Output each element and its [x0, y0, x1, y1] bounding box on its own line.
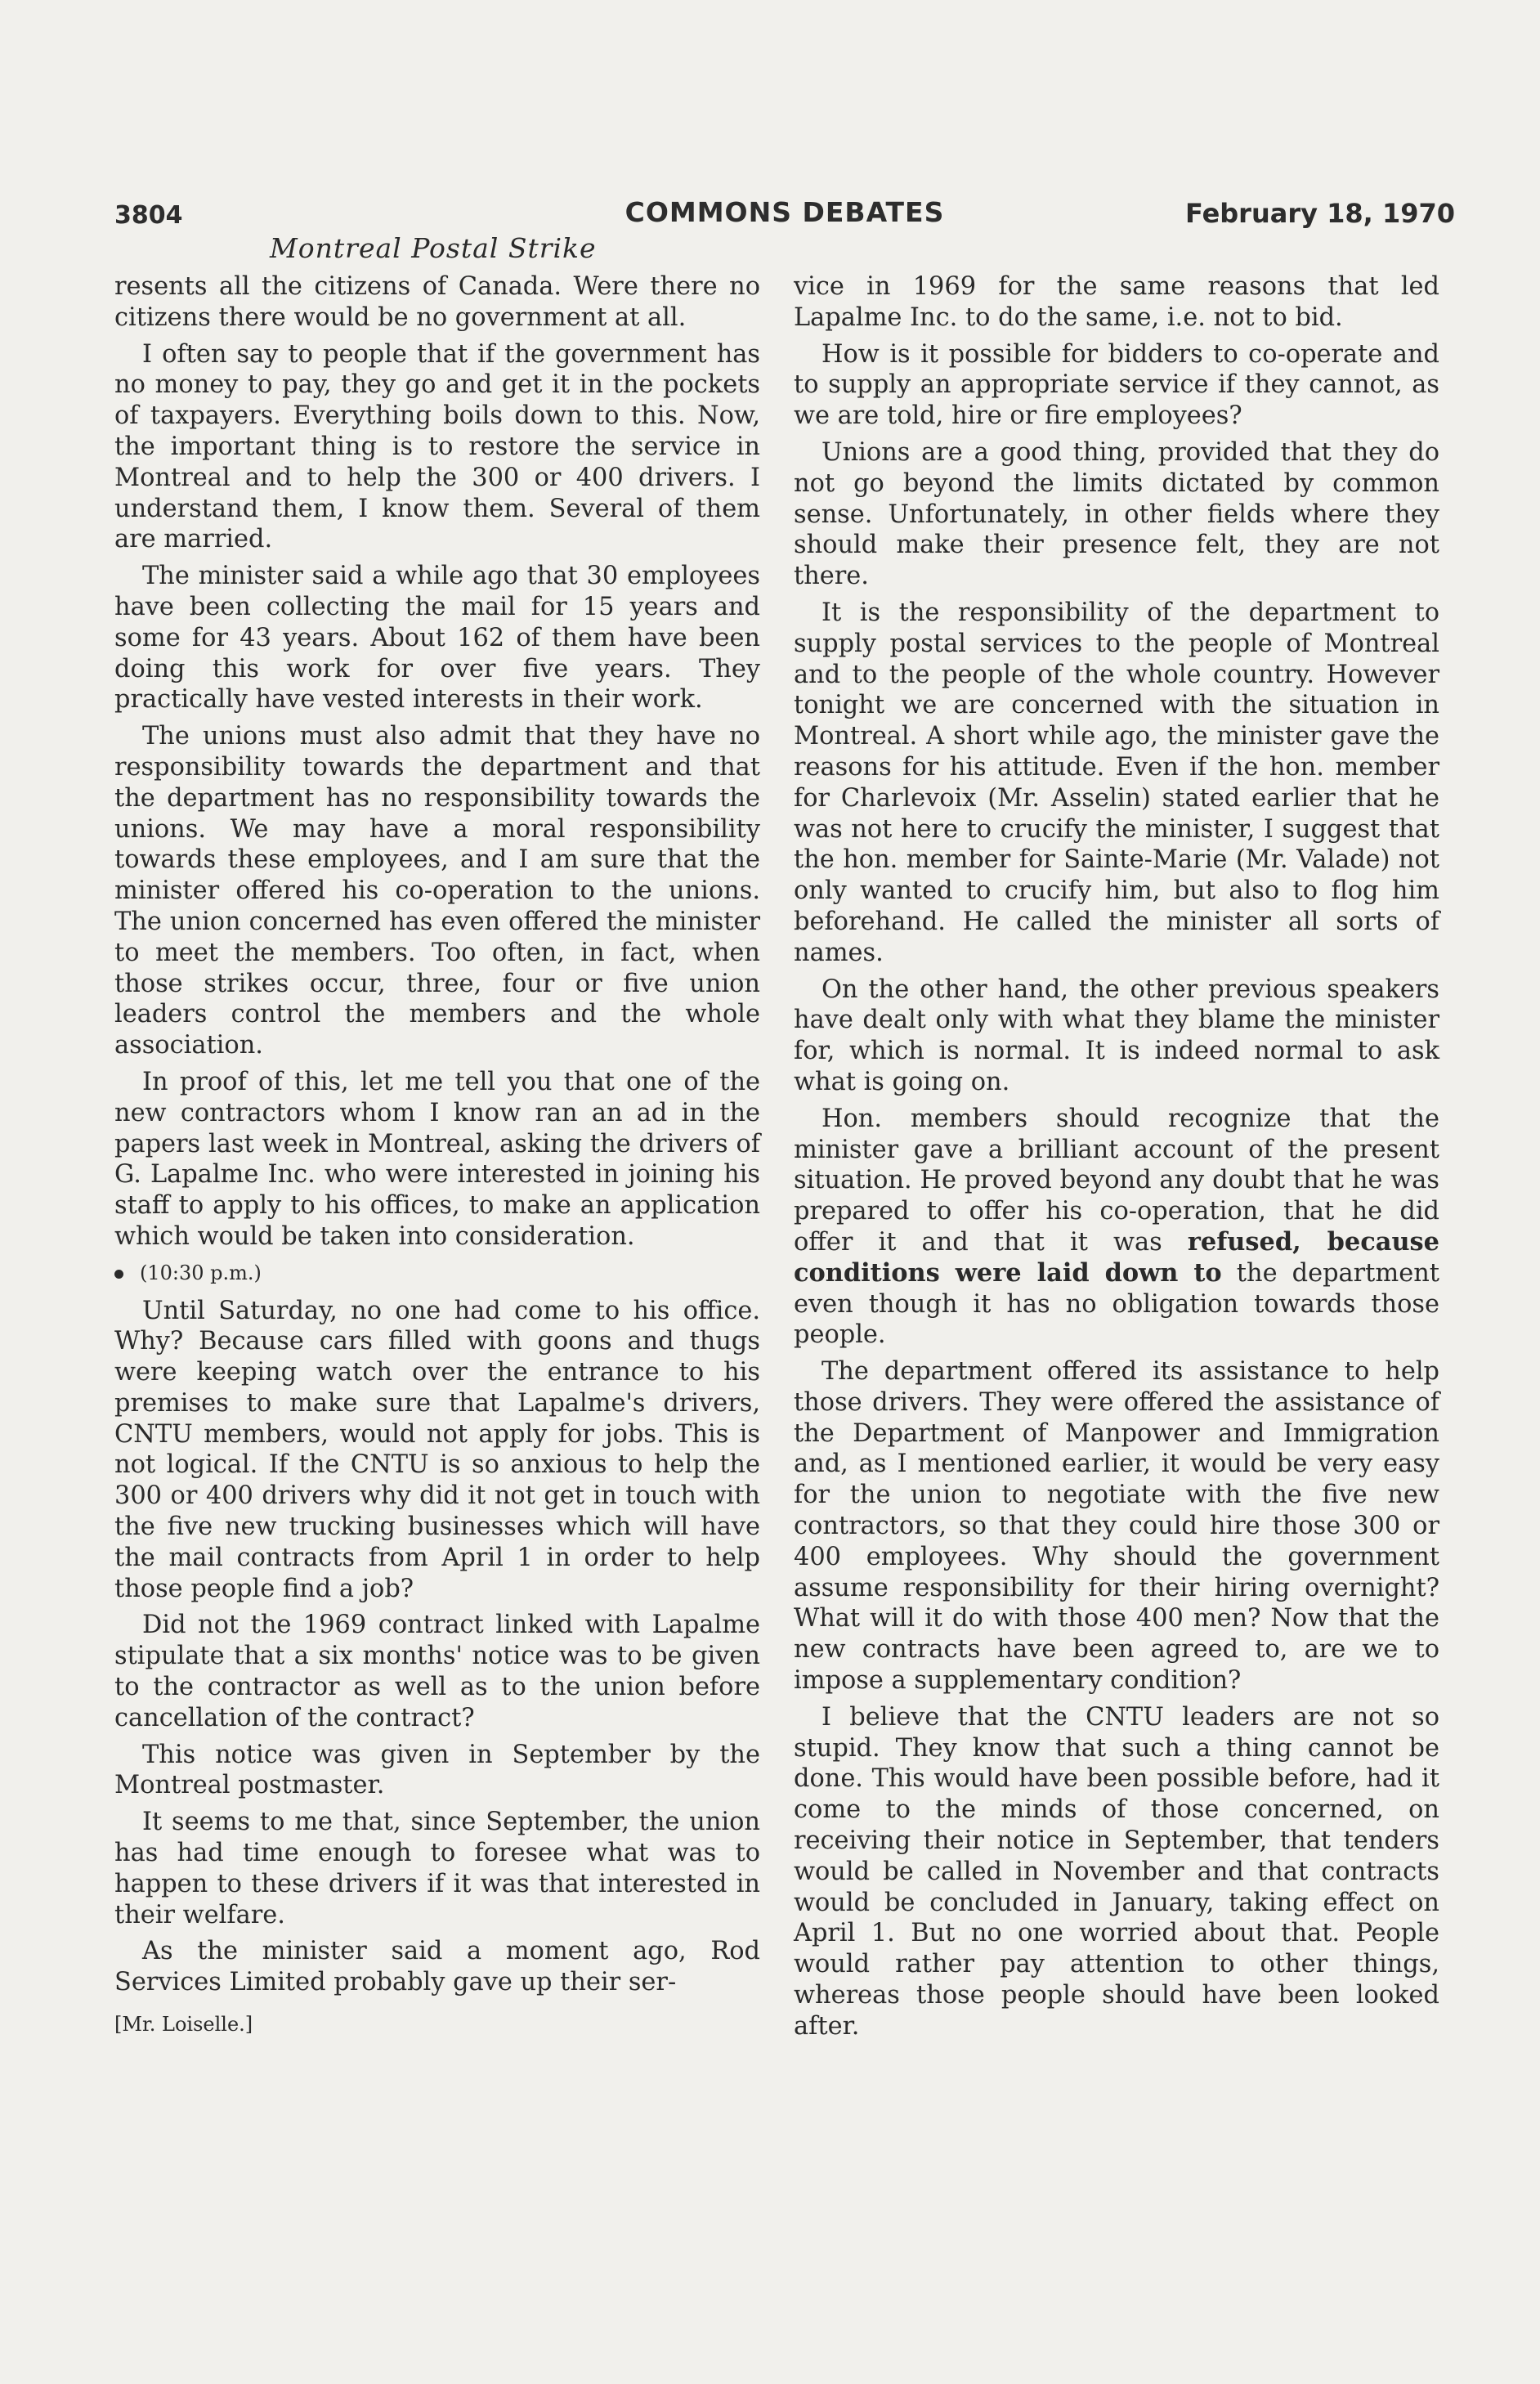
paragraph: The minister said a while ago that 30 employees have been collecting the mail for 15 years and some for 43 years. About 162 of them have been doing this work for over five years. They practically have vested interests in their work.	[114, 562, 760, 715]
left-column	[114, 271, 760, 2041]
paragraph: I believe that the CNTU leaders are not so stupid. They know that such a thing cannot be done. This would have been possible before, had it come to the minds of those concerned, on receiving their notice in September, that tenders would be called in November and that contracts would be concluded in January, taking effect on April 1. But no one worried about that. People would rather pay attention to other things, whereas those people should have been looked after.	[794, 1702, 1439, 2041]
debate-subject: Montreal Postal Strike	[270, 232, 597, 264]
publication-date: February 18, 1970	[1185, 198, 1455, 229]
paragraph: The unions must also admit that they have no responsibility towards the department and that the department has no responsibility towards the unions. We may have a moral responsibility towards these employees, and I am sure that the minister offered his co-operation to the unions. The union concerned has even offered the minister to meet the members. Too often, in fact, when those strikes occur, three, four or five union leaders control the members and the whole association.	[114, 722, 760, 1060]
paragraph: Unions are a good thing, provided that they do not go beyond the limits dictated by common sense. Unfortunately, in other fields where they should make their presence felt, they are not there.	[794, 437, 1439, 591]
paragraph-text: the department even though it has no obligation towards those people.	[794, 1258, 1439, 1350]
paragraph: How is it possible for bidders to co-operate and to supply an appropriate service if they cannot, as we are told, hire or fire employees?	[794, 339, 1439, 431]
paragraph: It seems to me that, since September, the union has had time enough to foresee what was to happen to these drivers if it was that interested in their welfare.	[114, 1808, 760, 1929]
paragraph: vice in 1969 for the same reasons that led Lapalme Inc. to do the same, i.e. not to bid.	[794, 272, 1439, 332]
time-marker-text: (10:30 p.m.)	[140, 1261, 262, 1284]
publication-title: COMMONS DEBATES	[625, 196, 945, 228]
paragraph: Did not the 1969 contract linked with Lapalme stipulate that a six months' notice was to be given to the contractor as well as to the union before cancellation of the contract?	[114, 1611, 760, 1732]
bullet-icon	[114, 1270, 123, 1279]
paragraph-text-bold: refused, because conditions were laid down to	[794, 1226, 1439, 1288]
time-marker	[114, 1258, 760, 1289]
paragraph: I often say to people that if the government has no money to pay, they go and get it in the pockets of taxpayers. Everything boils down to this. Now, the important thing is to restore the service in Montreal and to help the 300 or 400 drivers. I understand them, I know them. Several of them are married.	[114, 339, 760, 554]
page-number: 3804	[114, 201, 183, 230]
paragraph: This notice was given in September by the Montreal postmaster.	[114, 1740, 760, 1800]
right-column	[794, 271, 1439, 2048]
paragraph: In proof of this, let me tell you that one of the new contractors whom I know ran an ad in the papers last week in Montreal, asking the drivers of G. Lapalme Inc. who were interested in joining his staff to apply to his offices, to make an application which would be taken into consideration.	[114, 1067, 760, 1251]
page-header	[114, 195, 1455, 235]
paragraph: The department offered its assistance to help those drivers. They were offered the assistance of the Department of Manpower and Immigration and, as I mentioned earlier, it would be very easy for the union to negotiate with the five new contractors, so that they could hire those 300 or 400 employees. Why should the government assume responsibility for their hiring overnight? What will it do with those 400 men? Now that the new contracts have been agreed to, are we to impose a supplementary condition?	[794, 1357, 1439, 1696]
paragraph: As the minister said a moment ago, Rod Services Limited probably gave up their ser-	[114, 1937, 760, 1997]
paragraph: resents all the citizens of Canada. Were there no citizens there would be no government at all.	[114, 272, 760, 332]
paragraph: It is the responsibility of the department to supply postal services to the people of Montreal and to the people of the whole country. However tonight we are concerned with the situation in Montreal. A short while ago, the minister gave the reasons for his attitude. Even if the hon. member for Charlevoix (Mr. Asselin) stated earlier that he was not here to crucify the minister, I suggest that the hon. member for Sainte-Marie (Mr. Valade) not only wanted to crucify him, but also to flog him beforehand. He called the minister all sorts of names.	[794, 598, 1439, 967]
paragraph: On the other hand, the other previous speakers have dealt only with what they blame the minister for, which is normal. It is indeed normal to ask what is going on.	[794, 975, 1439, 1096]
paragraph-text: Hon. members should recognize that the minister gave a brilliant account of the present situation. He proved beyond any doubt that he was prepared to offer his co-operation, that he did offer it and that it was	[794, 1104, 1439, 1257]
paragraph: Until Saturday, no one had come to his office. Why? Because cars filled with goons and thugs were keeping watch over the entrance to his premises to make sure that Lapalme's drivers, CNTU members, would not apply for jobs. This is not logical. If the CNTU is so anxious to help the 300 or 400 drivers why did it not get in touch with the five new trucking businesses which will have the mail contracts from April 1 in order to help those people find a job?	[114, 1296, 760, 1603]
paragraph	[794, 1104, 1439, 1351]
speaker-tag: [Mr. Loiselle.]	[114, 2013, 253, 2037]
